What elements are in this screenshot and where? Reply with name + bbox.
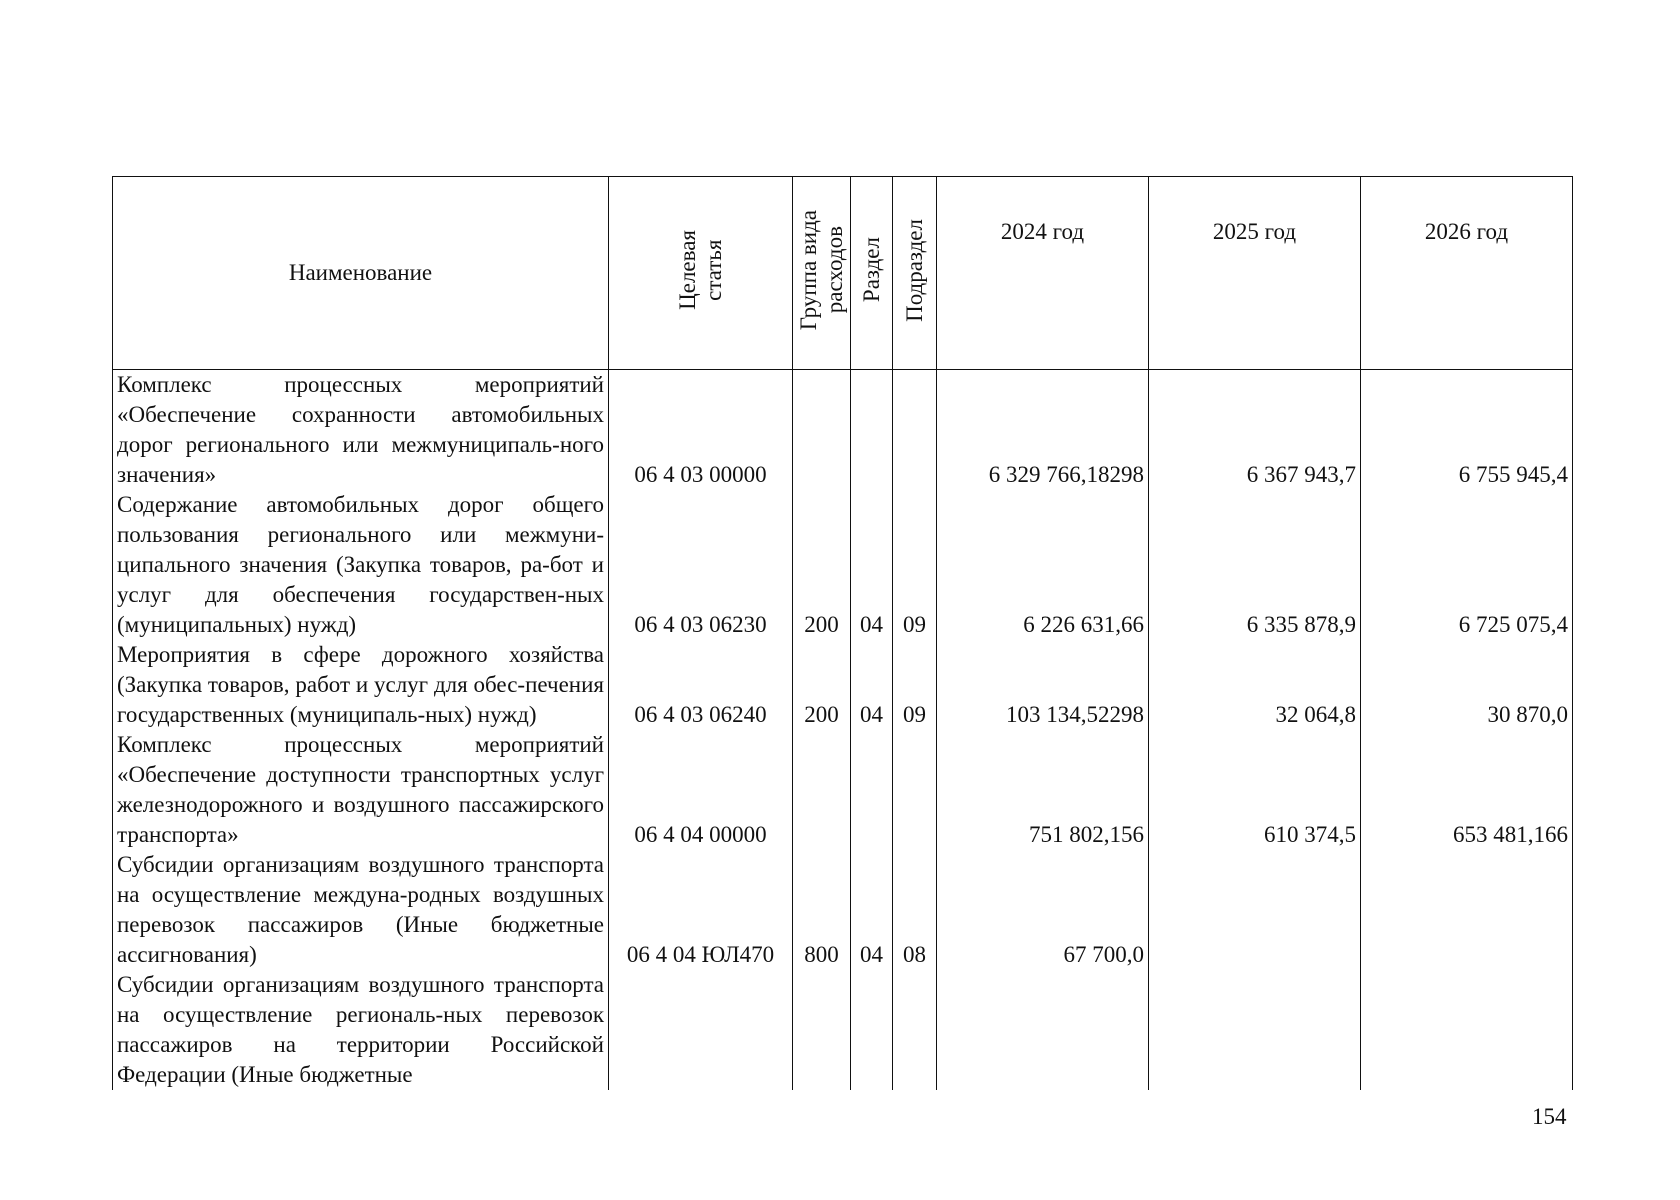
row-name: Мероприятия в сфере дорожного хозяйства (Закупка товаров, работ и услуг для обес-печения государственных (муниципаль-ных) нужд) xyxy=(113,640,609,730)
row-2024: 6 329 766,18298 xyxy=(937,370,1149,491)
row-target: 06 4 04 00000 xyxy=(609,730,793,850)
table-row xyxy=(113,640,1573,730)
row-section: 04 xyxy=(851,640,893,730)
row-target: 06 4 04 ЮЛ470 xyxy=(609,850,793,970)
row-section xyxy=(851,970,893,1090)
header-group-text: Группа вида расходов xyxy=(795,209,847,331)
row-subsection xyxy=(893,970,937,1090)
row-section xyxy=(851,370,893,491)
header-2026: 2026 год xyxy=(1361,177,1573,370)
row-2026: 653 481,166 xyxy=(1361,730,1573,850)
table-row xyxy=(113,730,1573,850)
row-2025: 32 064,8 xyxy=(1149,640,1361,730)
row-group: 200 xyxy=(793,490,851,640)
row-2024: 6 226 631,66 xyxy=(937,490,1149,640)
row-2026 xyxy=(1361,850,1573,970)
row-name: Комплекс процессных мероприятий «Обеспечение доступности транспортных услуг железнодорожного и воздушного пассажирского транспорта» xyxy=(113,730,609,850)
row-2026: 6 725 075,4 xyxy=(1361,490,1573,640)
header-group xyxy=(793,177,851,370)
row-2024: 103 134,52298 xyxy=(937,640,1149,730)
header-row xyxy=(113,177,1573,370)
row-group: 200 xyxy=(793,640,851,730)
row-group xyxy=(793,730,851,850)
table-row xyxy=(113,970,1573,1090)
row-name: Субсидии организациям воздушного транспорта на осуществление междуна-родных воздушных перевозок пассажиров (Иные бюджетные ассигнования) xyxy=(113,850,609,970)
row-2025 xyxy=(1149,850,1361,970)
row-2025: 6 367 943,7 xyxy=(1149,370,1361,491)
row-subsection xyxy=(893,730,937,850)
row-section: 04 xyxy=(851,490,893,640)
row-group: 800 xyxy=(793,850,851,970)
row-section xyxy=(851,730,893,850)
row-2025: 6 335 878,9 xyxy=(1149,490,1361,640)
row-section: 04 xyxy=(851,850,893,970)
header-target-text: Целевая статья xyxy=(674,230,726,310)
row-2026 xyxy=(1361,970,1573,1090)
row-target: 06 4 03 06240 xyxy=(609,640,793,730)
row-subsection: 09 xyxy=(893,490,937,640)
table-row xyxy=(113,850,1573,970)
row-group xyxy=(793,370,851,491)
row-group xyxy=(793,970,851,1090)
row-name: Субсидии организациям воздушного транспорта на осуществление региональ-ных перевозок пассажиров на территории Российской Федерации (Иные бюджетные xyxy=(113,970,609,1090)
row-2024: 751 802,156 xyxy=(937,730,1149,850)
row-2025: 610 374,5 xyxy=(1149,730,1361,850)
row-name: Содержание автомобильных дорог общего пользования регионального или межмуни-ципального значения (Закупка товаров, ра-бот и услуг для обеспечения государствен-ных (муниципальных) нужд) xyxy=(113,490,609,640)
header-2024: 2024 год xyxy=(937,177,1149,370)
row-2026: 30 870,0 xyxy=(1361,640,1573,730)
header-subsection xyxy=(893,177,937,370)
row-2026: 6 755 945,4 xyxy=(1361,370,1573,491)
header-name: Наименование xyxy=(113,177,609,370)
header-2025: 2025 год xyxy=(1149,177,1361,370)
table-row xyxy=(113,490,1573,640)
page-number: 154 xyxy=(1532,1104,1567,1129)
header-target xyxy=(609,177,793,370)
header-subsection-text: Подраздел xyxy=(901,218,927,322)
row-target: 06 4 03 06230 xyxy=(609,490,793,640)
budget-table xyxy=(112,176,1573,1090)
row-2024: 67 700,0 xyxy=(937,850,1149,970)
table-row xyxy=(113,370,1573,491)
row-2024 xyxy=(937,970,1149,1090)
row-subsection xyxy=(893,370,937,491)
row-subsection: 09 xyxy=(893,640,937,730)
header-section xyxy=(851,177,893,370)
row-subsection: 08 xyxy=(893,850,937,970)
row-target: 06 4 03 00000 xyxy=(609,370,793,491)
row-name: Комплекс процессных мероприятий «Обеспечение сохранности автомобильных дорог регионального или межмуниципаль-ного значения» xyxy=(113,370,609,491)
header-section-text: Раздел xyxy=(858,237,884,303)
row-target xyxy=(609,970,793,1090)
row-2025 xyxy=(1149,970,1361,1090)
